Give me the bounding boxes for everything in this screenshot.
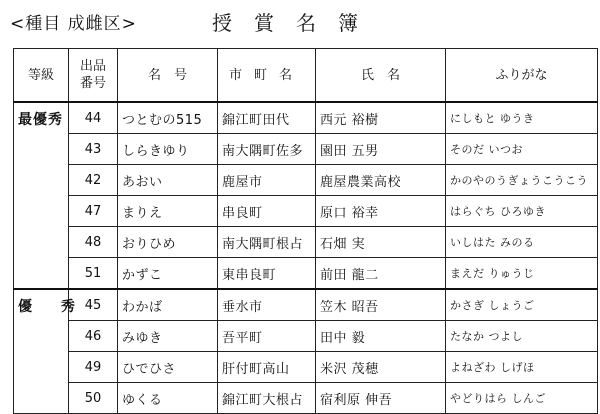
owner-cell: 前田 龍二: [316, 258, 446, 290]
entry-number-cell: 51: [69, 258, 118, 290]
furigana-cell: そのだ いつお: [446, 134, 598, 165]
owner-cell: 園田 五男: [316, 134, 446, 165]
name-cell: ゆくる: [118, 383, 218, 414]
column-header-furigana: ふりがな: [446, 49, 598, 103]
entry-number-header-text: 出品 番号: [79, 59, 106, 91]
furigana-cell: やどりはら しんご: [446, 383, 598, 414]
name-cell: しらきゆり: [118, 134, 218, 165]
owner-cell: 田中 毅: [316, 321, 446, 352]
name-cell: あおい: [118, 165, 218, 196]
city-cell: 南大隅町根占: [218, 227, 316, 258]
table-row: [14, 321, 598, 352]
award-list-table: [13, 48, 598, 414]
entry-number-cell: 48: [69, 227, 118, 258]
owner-cell: 宿利原 伸吾: [316, 383, 446, 414]
table-row: [14, 196, 598, 227]
entry-number-cell: 50: [69, 383, 118, 414]
furigana-cell: はらぐち ひろゆき: [446, 196, 598, 227]
header-row: [14, 49, 598, 103]
city-cell: 南大隅町佐多: [218, 134, 316, 165]
table-row: [14, 227, 598, 258]
furigana-cell: たなか つよし: [446, 321, 598, 352]
name-cell: つとむの515: [118, 102, 218, 134]
table-row: [14, 102, 598, 134]
entry-number-cell: 43: [69, 134, 118, 165]
owner-cell: 石畑 実: [316, 227, 446, 258]
table-header: [14, 49, 598, 103]
document-title: 授賞名簿: [212, 11, 380, 35]
furigana-cell: よねざわ しげほ: [446, 352, 598, 383]
city-cell: 錦江町田代: [218, 102, 316, 134]
grade-cell-top: 最優秀: [14, 102, 69, 289]
owner-cell: 原口 裕幸: [316, 196, 446, 227]
name-cell: みゆき: [118, 321, 218, 352]
furigana-cell: いしはた みのる: [446, 227, 598, 258]
table-row: [14, 165, 598, 196]
furigana-cell: にしもと ゆうき: [446, 102, 598, 134]
table-row: [14, 383, 598, 414]
column-header-name: 名 号: [118, 49, 218, 103]
column-header-grade: 等級: [14, 49, 69, 103]
entry-number-cell: 45: [69, 289, 118, 321]
entry-number-cell: 49: [69, 352, 118, 383]
column-header-owner: 氏 名: [316, 49, 446, 103]
city-cell: 肝付町高山: [218, 352, 316, 383]
column-header-entry-number: [69, 49, 118, 103]
entry-number-cell: 47: [69, 196, 118, 227]
city-cell: 吾平町: [218, 321, 316, 352]
furigana-cell: まえだ りゅうじ: [446, 258, 598, 290]
name-cell: おりひめ: [118, 227, 218, 258]
entry-number-cell: 44: [69, 102, 118, 134]
city-cell: 東串良町: [218, 258, 316, 290]
name-cell: わかば: [118, 289, 218, 321]
name-cell: ひでひさ: [118, 352, 218, 383]
table-row: [14, 258, 598, 290]
owner-cell: 西元 裕樹: [316, 102, 446, 134]
grade-cell-excellent: 優 秀: [14, 289, 69, 414]
category-label: <種目 成雌区>: [10, 14, 137, 34]
column-header-city: 市町名: [218, 49, 316, 103]
table-body: [14, 102, 598, 414]
table-row: [14, 352, 598, 383]
owner-cell: 鹿屋農業高校: [316, 165, 446, 196]
entry-number-cell: 46: [69, 321, 118, 352]
name-cell: かずこ: [118, 258, 218, 290]
city-cell: 垂水市: [218, 289, 316, 321]
entry-number-cell: 42: [69, 165, 118, 196]
city-cell: 串良町: [218, 196, 316, 227]
furigana-cell: かのやのうぎょうこうこう: [446, 165, 598, 196]
owner-cell: 笠木 昭吾: [316, 289, 446, 321]
city-cell: 鹿屋市: [218, 165, 316, 196]
table-row: [14, 134, 598, 165]
city-cell: 錦江町大根占: [218, 383, 316, 414]
name-cell: まりえ: [118, 196, 218, 227]
table-row: [14, 289, 598, 321]
furigana-cell: かさぎ しょうご: [446, 289, 598, 321]
owner-cell: 米沢 茂穂: [316, 352, 446, 383]
